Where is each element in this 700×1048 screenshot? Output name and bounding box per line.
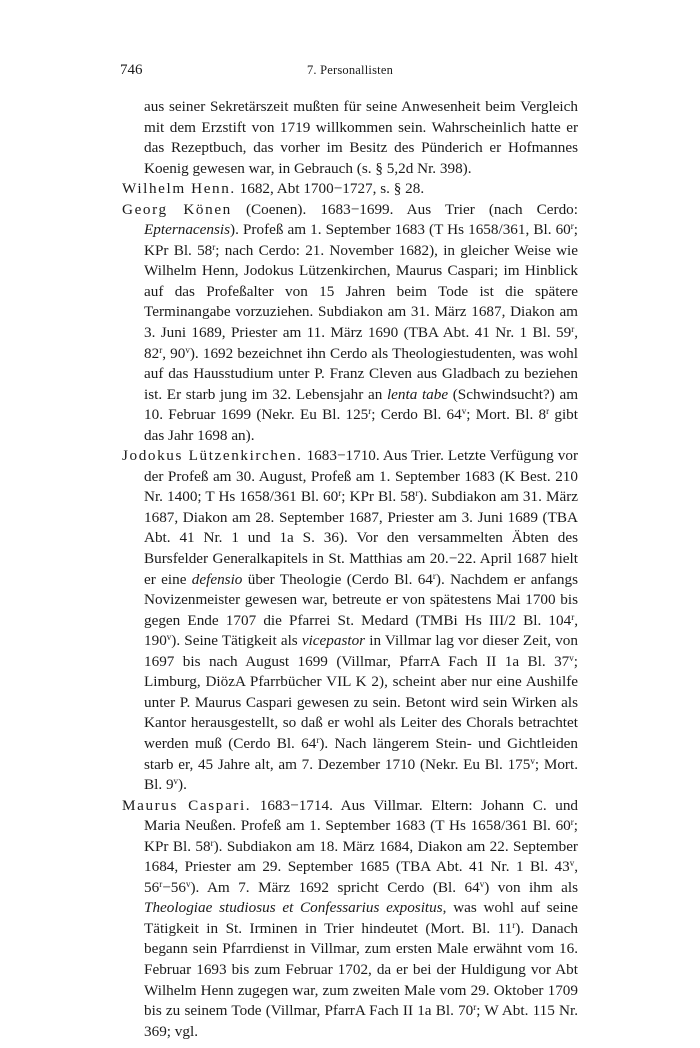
entry-wilhelm-henn (122, 179, 578, 200)
entry-name: Jodokus Lützenkirchen. (122, 447, 303, 465)
entry-name: Georg Könen (122, 200, 232, 218)
entry-text: 1682, Abt 1700−1727, s. § 28. (239, 180, 425, 198)
entry-georg-koenen (122, 200, 578, 447)
entry-maurus-caspari (122, 796, 578, 1043)
page-header (120, 62, 580, 82)
continuation-paragraph: aus seiner Sekretärszeit mußten für seine Anwesenheit beim Vergleich mit dem Erzstift von 1719 willkommen sein. Wahrscheinlich hatte er das Rezeptbuch, das vorher im Besitz des Pünderich er Hofmannes Koenig gewesen war, in Gebrauch (s. § 5,2d Nr. 398). (144, 98, 578, 177)
entry-text: 1683−1714. Aus Villmar. Eltern: Johann C. und Maria Neußen. Profeß am 1. September 1683 (T Hs 1658/361 Bl. 60$^r$; KPr Bl. 58$^r$). Subdiakon am 18. März 1684, Diakon am 22. September 1684, Priester am 29. September 1685 (TBA Abt. 41 Nr. 1 Bl. 43$^v$, $56^r-56^v$). Am 7. März 1692 spricht Cerdo (Bl. 64$^v$) von ihm als Theologiae studiosus et Confessarius expositus, was wohl auf seine Tätigkeit in St. Irminen in Trier hindeutet (Mort. Bl. 11$^r$). Danach begann sein Pfarrdienst in Villmar, zum ersten Male erwähnt vom 16. Februar 1693 bis zum Februar 1702, da er bei der Huldigung vor Abt Wilhelm Henn zugegen war, zum zweiten Male vom 29. Oktober 1709 bis zu seinem Tode (Villmar, PfarrA Fach II 1a Bl. 70$^r$; W Abt. 115 Nr. 369; vgl. (144, 796, 579, 1040)
entry-text: 1683−1710. Aus Trier. Letzte Verfügung vor der Profeß am 30. August, Profeß am 1. September 1683 (K Best. 210 Nr. 1400; T Hs 1658/361 Bl. 60$^r$; KPr Bl. 58$^r$). Subdiakon am 31. März 1687, Diakon am 28. September 1687, Priester am 3. Juni 1689 (TBA Abt. 41 Nr. 1 und 1a S. 36). Vor den versammelten Äbten des Bursfelder Generalkapitels in St. Matthias am 20.−22. April 1687 hielt er eine defensio über Theologie (Cerdo Bl. 64$^r$). Nachdem er anfangs Novizenmeister gewesen war, betreute er von spätestens Mai 1700 bis gegen Ende 1707 die Pfarrei St. Medard (TMBi Hs III/2 Bl. 104$^r$, 190$^v$). Seine Tätigkeit als vicepastor in Villmar lag vor dieser Zeit, von 1697 bis nach August 1699 (Villmar, PfarrA Fach II 1a Bl. 37$^v$; Limburg, DiözA Pfarrbücher VIL K 2), scheint aber nur eine Aushilfe unter P. Maurus Caspari gewesen zu sein. Betont wird sein Wirken als Kantor herausgestellt, so daß er wohl als Leiter des Chorals betrachtet werden muß (Cerdo Bl. 64$^r$). Nach längerem Stein- und Gichtleiden starb er, 45 Jahre alt, am 7. Dezember 1710 (Nekr. Eu Bl. 175$^v$; Mort. Bl. 9$^v$). (144, 447, 579, 794)
entry-name: Maurus Caspari. (122, 796, 252, 814)
running-title: 7. Personallisten (306, 63, 394, 77)
entry-text: (Coenen). 1683−1699. Aus Trier (nach Cerdo: Epternacensis). Profeß am 1. September 1683 (T Hs 1658/361, Bl. 60$^r$; KPr Bl. 58$^r$; nach Cerdo: 21. November 1682), in gleicher Weise wie Wilhelm Henn, Jodokus Lützenkirchen, Maurus Caspari; im Hinblick auf das Profeßalter von 15 Jahren beim Tode ist die spätere Terminangabe vorzuziehen. Subdiakon am 31. März 1687, Diakon am 3. Juni 1689, Priester am 11. März 1690 (TBA Abt. 41 Nr. 1 Bl. 59$^r$, 82$^r$, 90$^v$). 1692 bezeichnet ihn Cerdo als Theologiestudenten, was wohl auf das Hausstudium unter P. Franz Cleven aus Gladbach zu beziehen ist. Er starb jung im 32. Lebensjahr an lenta tabe (Schwindsucht?) am 10. Februar 1699 (Nekr. Eu Bl. 125$^r$; Cerdo Bl. 64$^v$; Mort. Bl. 8$^r$ gibt das Jahr 1698 an). (144, 200, 579, 444)
entry-name: Wilhelm Henn. (122, 180, 236, 198)
entry-jodokus-luetzenkirchen (122, 446, 578, 795)
page-number: 746 (120, 62, 143, 78)
text-body (122, 97, 578, 1042)
